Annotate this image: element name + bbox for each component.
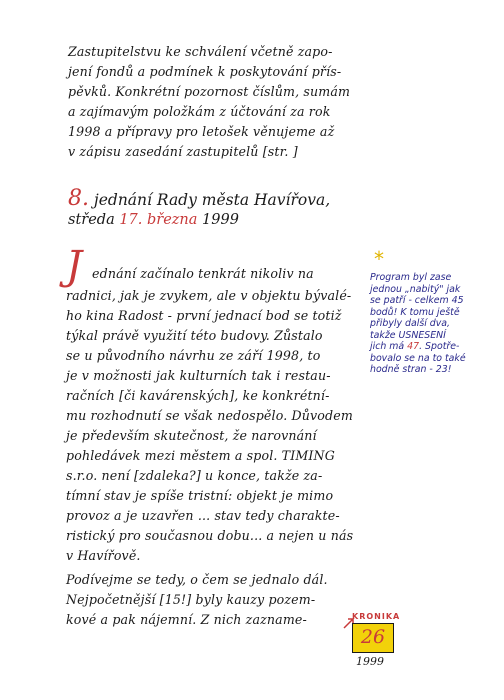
note-line: hodně stran - 23!	[370, 364, 452, 375]
body-line: s.r.o. není [zdaleka?] u konce, takže za-	[66, 468, 323, 483]
body-line: ednání začínalo tenkrát nikoliv na	[92, 266, 314, 281]
note-line: jich má 47. Spotře-	[370, 341, 460, 352]
page-number: 26	[360, 626, 386, 648]
note-line: takže USNESENÍ	[370, 329, 446, 341]
body-line: je především skutečnost, že narovnání	[66, 428, 317, 443]
body-line: je v možnosti jak kulturních tak i restau-	[66, 368, 331, 383]
note-red-value: 47	[407, 341, 420, 352]
chronicle-label: KRONIKA	[352, 612, 401, 621]
body-line: v Havířově.	[66, 548, 141, 563]
intro-line: pěvků. Konkrétní pozornost číslům, sumám	[68, 84, 351, 99]
note-line: bodů! K tomu ještě	[370, 306, 460, 318]
body-line: provoz a je uzavřen ... stav tedy charakte-	[66, 508, 340, 523]
intro-line: 1998 a přípravy pro letošek věnujeme až	[68, 124, 335, 139]
note-line: jednou „nabitý" jak	[370, 283, 461, 295]
note-line: se patří - celkem 45	[370, 295, 464, 306]
meeting-number: 8.	[68, 186, 89, 211]
drop-cap: J	[66, 243, 83, 289]
intro-line: jení fondů a podmínek k poskytování přís-	[68, 64, 342, 79]
note-line: Program byl zase	[370, 272, 452, 283]
body-line: týkal právě využití této budovy. Zůstalo	[66, 328, 323, 343]
body-line: račních [či kavárenských], ke konkrétní-	[66, 388, 330, 403]
body-line: ho kina Radost - první jednací bod se totiž	[66, 308, 342, 323]
body-line: ristický pro současnou dobu... a nejen u nás	[66, 528, 354, 543]
note-line: bovalo se na to také	[370, 352, 466, 364]
body-line: se u původního návrhu ze září 1998, to	[66, 348, 321, 363]
page-year: 1999	[356, 655, 384, 668]
meeting-title: jednání Rady města Havířova,	[89, 191, 331, 209]
note-line: přibyly další dva,	[370, 318, 451, 329]
asterisk-icon: *	[374, 247, 384, 271]
page-number-box	[352, 623, 394, 653]
intro-line: v zápisu zasedání zastupitelů [str. ]	[68, 144, 298, 159]
body-line: tímní stav je spíše tristní: objekt je mimo	[66, 488, 334, 503]
meeting-year: 1999	[197, 212, 239, 228]
body-line: pohledávek mezi městem a spol. TIMING	[66, 448, 335, 463]
body-line: mu rozhodnutí se však nedospělo. Důvodem	[66, 408, 353, 423]
body-line: Podívejme se tedy, o čem se jednalo dál.	[66, 572, 328, 587]
body-line: kové a pak nájemní. Z nich zazname-	[66, 612, 307, 627]
body-line: Nejpočetnější [15!] byly kauzy pozem-	[66, 592, 316, 607]
intro-line: Zastupitelstvu ke schválení včetně zapo-	[68, 44, 333, 59]
meeting-day: středa	[68, 212, 120, 228]
meeting-date: 17. března	[119, 212, 198, 228]
intro-line: a zajímavým položkám z účtování za rok	[68, 104, 331, 119]
body-line: radnici, jak je zvykem, ale v objektu bývalé-	[66, 288, 352, 303]
